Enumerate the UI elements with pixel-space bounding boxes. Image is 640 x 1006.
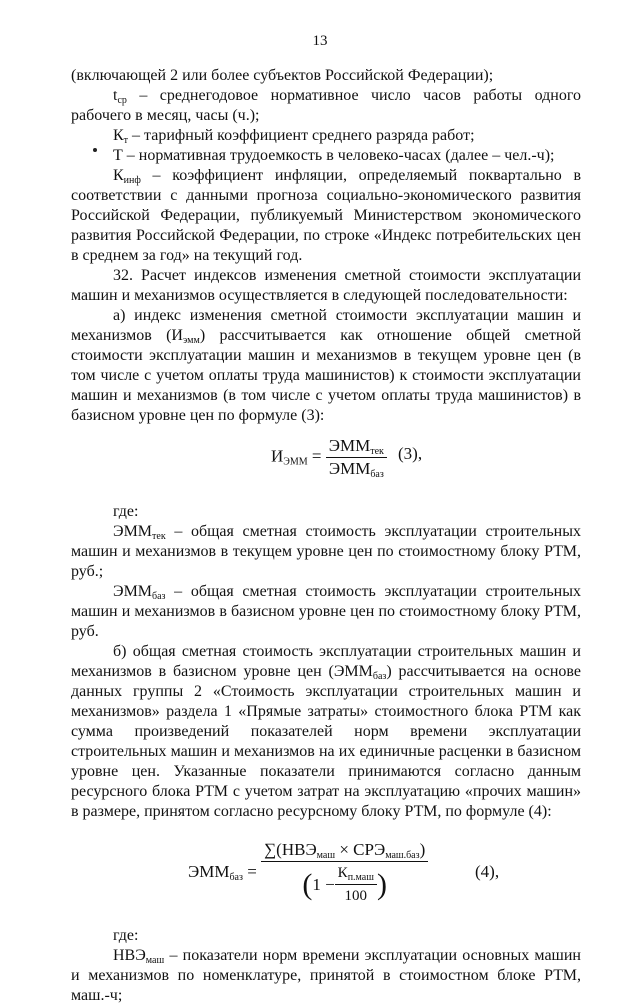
formula-4-fraction: $\sum(НВЭ_{маш} \times СРЭ_{маш.баз})$ ( 1 − $\frac{К_{п.маш}}{100}$ ) [261, 840, 428, 906]
formula-4-expression: $ЭММ_{баз}$ = $\sum(НВЭ_{маш} \times СРЭ_{маш.баз})$ ( 1 − $\frac{К_{п.маш}}{100}$ ) [188, 840, 428, 906]
formula-4 [71, 822, 581, 926]
paragraph-emm-baz: $ЭММ_{баз}$ – общая сметная стоимость эксплуатации строительных машин и механизмов в базисном уровне цен по стоимостному блоку РТМ, руб. [71, 583, 581, 640]
formula-4-inner-fraction: $\frac{К_{п.маш}}{100}$ [335, 863, 377, 906]
paragraph-tcp: $t_{ср}$ – среднегодовое нормативное число часов работы одного рабочего в месяц, часы (ч.); [71, 87, 581, 124]
formula-3 [71, 426, 581, 502]
where-label: где: [113, 503, 139, 520]
where-label: где: [113, 927, 139, 944]
paragraph-emm-tek: $ЭММ_{тек}$ – общая сметная стоимость эксплуатации строительных машин и механизмов в текущем уровне цен по стоимостному блоку РТМ, руб.; [71, 523, 581, 580]
paragraph-32: 32. Расчет индексов изменения сметной стоимости эксплуатации машин и механизмов осуществляется в следующей последовательности: [71, 267, 581, 304]
formula-3-number: (3), [398, 444, 423, 463]
formula-4-number: (4), [475, 862, 500, 881]
paragraph: (включающей 2 или более субъектов Российской Федерации); [71, 67, 494, 84]
paragraph-b: б) общая сметная стоимость эксплуатации строительных машин и механизмов в базисном уровне цен $(ЭММ_{баз})$ рассчитывается на основе данных группы 2 «Стоимость эксплуатации строительных машин и механизмов» раздела 1 «Прямые затраты» стоимостного блока РТМ как сумма произведений показателей норм времени эксплуатации строительных машин и механизмов на их единичные расценки в базисном уровне цен. Указанные показатели принимаются согласно данным ресурсного блока РТМ с учетом затрат на эксплуатацию «прочих машин» в размере, принятом согласно ресурсному блоку РТМ, по формуле (4): [71, 643, 581, 820]
paragraph-a: а) индекс изменения сметной стоимости эксплуатации машин и механизмов $(И_{эмм})$ рассчитывается как отношение общей сметной стоимости эксплуатации машин и механизмов в текущем уровне цен (в том числе с учетом оплаты труда машинистов) к стоимости эксплуатации машин и механизмов (в том числе с учетом оплаты труда машинистов) в базисном уровне цен по формуле (3): [71, 307, 582, 424]
page-number: 13 [312, 33, 328, 49]
paragraph-kt: $К_т$ – тарифный коэффициент среднего разряда работ; [113, 127, 475, 146]
formula-3-expression: $И_{ЭММ}$ = $\frac{ЭММ_{тек}}{ЭММ_{баз}}$ [271, 436, 387, 479]
document-body [71, 66, 581, 1006]
paragraph-nve: $НВЭ_{маш}$ – показатели норм времени эксплуатации основных машин и механизмов по номенклатуре, принятой в стоимостном блоке РТМ, маш.-ч; [71, 947, 581, 1004]
paragraph-t: Т – нормативная трудоемкость в человеко-часах (далее – чел.-ч); [113, 147, 555, 164]
paragraph-kinf: $К_{инф}$ – коэффициент инфляции, определяемый поквартально в соответствии с данными прогноза социально-экономического развития Российской Федерации, публикуемый Министерством экономического развития Российской Федерации, по строке «Индекс потребительских цен в среднем за год» на текущий год. [71, 167, 581, 264]
formula-3-fraction: $\frac{ЭММ_{тек}}{ЭММ_{баз}}$ [326, 436, 387, 479]
